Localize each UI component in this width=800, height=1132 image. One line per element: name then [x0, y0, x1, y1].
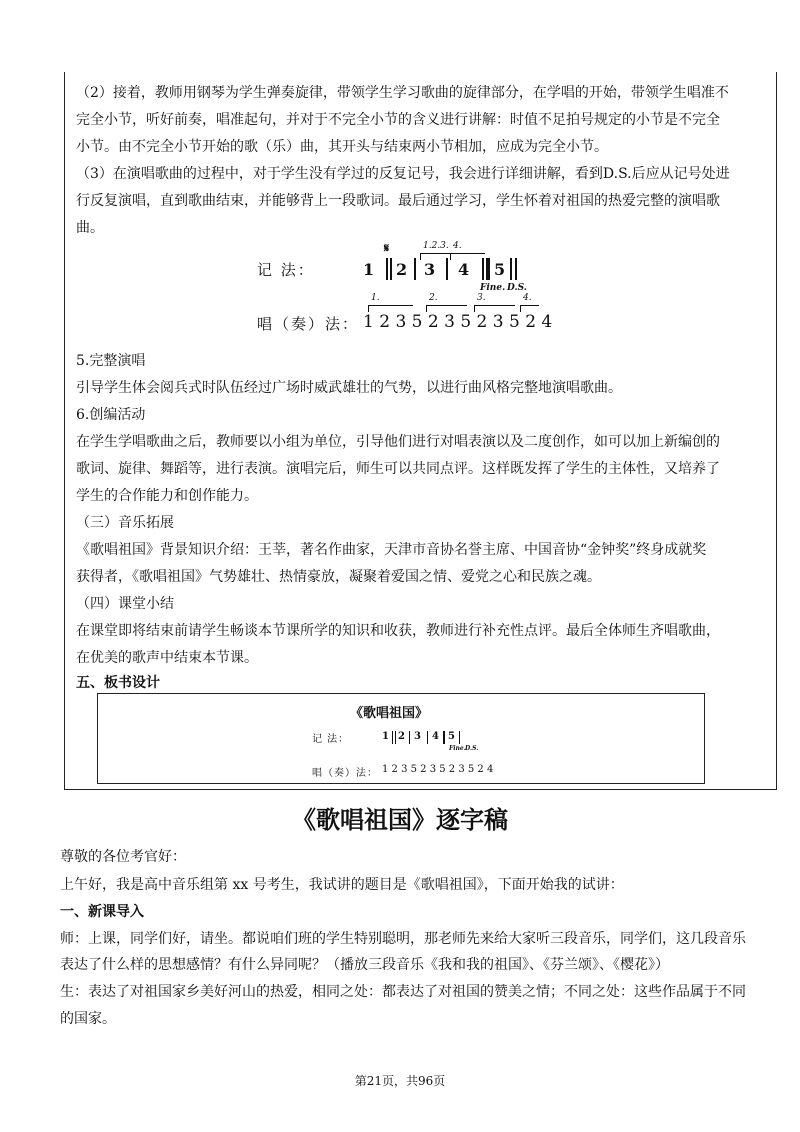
section6-title: 6.创编活动: [76, 407, 146, 423]
sung-volta-3: [474, 293, 515, 312]
sung-volta-2: [426, 293, 467, 312]
board-barline: [395, 731, 396, 744]
section3-title: （三）音乐拓展: [76, 515, 174, 531]
intro: 上午好，我是高中音乐组第 xx 号考生，我试讲的题目是《歌唱祖国》，下面开始我的试讲：: [60, 877, 624, 893]
fine-mark: Fine.: [480, 283, 506, 293]
written-note-5: 5: [494, 260, 506, 279]
teacher-line1: 师：上课，同学们好，请坐。都说咱们班的学生特别聪明，那老师先来给大家听三段音乐，同学们，这几段音乐: [60, 931, 746, 947]
barline: [390, 258, 392, 280]
section3-line1: 《歌唱祖国》背景知识介绍：王莘，著名作曲家，天津市音协名誉主席、中国音协“金钟奖”终身成就奖: [76, 542, 707, 558]
board-sung-label: 唱（奏）法：: [312, 768, 378, 779]
section1-title: 一、新课导入: [60, 904, 144, 920]
board-note-3: 3: [414, 731, 421, 742]
para2-line2: 完全小节，听好前奏，唱准起句，并对于不完全小节的含义进行讲解：时值不足拍号规定的小节是不完全: [76, 112, 720, 128]
section4-line2: 在优美的歌声中结束本节课。: [76, 650, 258, 666]
section4-line1: 在课堂即将结束前请学生畅谈本节课所学的知识和收获，教师进行补充性点评。最后全体师生齐唱歌曲，: [76, 623, 720, 639]
para3-line2: 行反复演唱，直到歌曲结束，并能够背上一段歌词。最后通过学习，学生怀着对祖国的热爱完整的演唱歌: [76, 193, 720, 209]
board-barline: [392, 731, 393, 744]
repeat-barline: [486, 258, 490, 280]
sung-volta-1-label: 1.: [371, 293, 380, 303]
board-barline: [409, 731, 410, 744]
sung-sequence: 1 2 3 5 2 3 5 2 3 5 2 4: [363, 312, 553, 332]
board-repeat-barline: [443, 731, 445, 744]
volta-2-bracket: [450, 241, 485, 260]
student-line1: 生：表达了对祖国家乡美好河山的热爱，相同之处：都表达了对祖国的赞美之情；不同之处：这些作品属于不同: [60, 984, 746, 1000]
board-written-label: 记 法：: [312, 734, 350, 745]
board-note-4: 4: [432, 731, 439, 742]
board-ds: D.S.: [465, 745, 479, 752]
barline: [510, 258, 512, 280]
section6-line1: 在学生学唱歌曲之后，教师要以小组为单位，引导他们进行对唱表演以及二度创作，如可以加上新编创的: [76, 434, 720, 450]
section3-line2: 获得者，《歌唱祖国》气势雄壮、热情豪放，凝聚着爱国之情、爱党之心和民族之魂。: [76, 569, 601, 585]
section5-text: 引导学生体会阅兵式时队伍经过广场时威武雄壮的气势，以进行曲风格完整地演唱歌曲。: [76, 380, 622, 396]
volta-2-label: 4.: [453, 241, 462, 251]
board-note-1: 1: [382, 731, 389, 742]
sung-label: 唱（奏）法：: [257, 315, 360, 333]
sung-volta-4: [520, 293, 539, 312]
sung-volta-3-label: 3.: [477, 293, 486, 303]
student-line2: 的国家。: [60, 1011, 116, 1027]
board-title: 《歌唱祖国》: [350, 706, 429, 721]
written-note-2: 2: [396, 260, 408, 279]
ds-mark: D.S.: [507, 283, 527, 293]
barline: [482, 258, 484, 280]
transcript-title: 《歌唱祖国》逐字稿: [292, 806, 508, 834]
board-barline: [427, 731, 428, 744]
section4-title: （四）课堂小结: [76, 596, 174, 612]
section6-line3: 学生的合作能力和创作能力。: [76, 488, 258, 504]
para2-line3: 小节。由不完全小节开始的歌（乐）曲，其开头与结束两小节相加，应成为完全小节。: [76, 139, 608, 155]
sung-volta-1: [368, 293, 413, 312]
barline: [446, 258, 448, 280]
section5-title: 5.完整演唱: [76, 353, 146, 369]
teacher-line2: 表达了什么样的思想感情？有什么异同呢？（播放三段音乐《我和我的祖国》、《芬兰颂》、《樱花》）: [60, 957, 669, 973]
barline: [414, 258, 416, 280]
board-note-5: 5: [448, 731, 455, 742]
para3-line3: 曲。: [76, 220, 104, 236]
section6-line2: 歌词、旋律、舞蹈等，进行表演。演唱完后，师生可以共同点评。这样既发挥了学生的主体性，又培养了: [76, 461, 720, 477]
written-note-4: 4: [458, 260, 470, 279]
volta-1-label: 1.2.3.: [423, 241, 449, 251]
board-fine: Fine.: [449, 745, 466, 752]
sung-volta-2-label: 2.: [429, 293, 438, 303]
para2-line1: （2）接着，教师用钢琴为学生弹奏旋律，带领学生学习歌曲的旋律部分，在学唱的开始，带领学生唱准不: [76, 85, 729, 101]
barline: [515, 258, 517, 280]
sung-volta-4-label: 4.: [523, 293, 532, 303]
segno-sign: 𝄋: [384, 241, 390, 255]
board-heading: 五、板书设计: [76, 675, 160, 691]
barline: [386, 258, 388, 280]
board-sung-sequence: 1 2 3 5 2 3 5 2 3 5 2 4: [382, 764, 494, 775]
written-note-1: 1: [363, 260, 375, 279]
para3-line1: （3）在演唱歌曲的过程中，对于学生没有学过的反复记号，我会进行详细讲解，看到D.S.后应从记号处进: [76, 166, 730, 182]
page-footer: 第21页，共96页: [354, 1074, 446, 1088]
written-label: 记 法：: [257, 261, 315, 279]
board-barline: [459, 731, 460, 744]
board-note-2: 2: [398, 731, 405, 742]
greeting: 尊敬的各位考官好：: [60, 849, 186, 865]
written-note-3: 3: [424, 260, 436, 279]
